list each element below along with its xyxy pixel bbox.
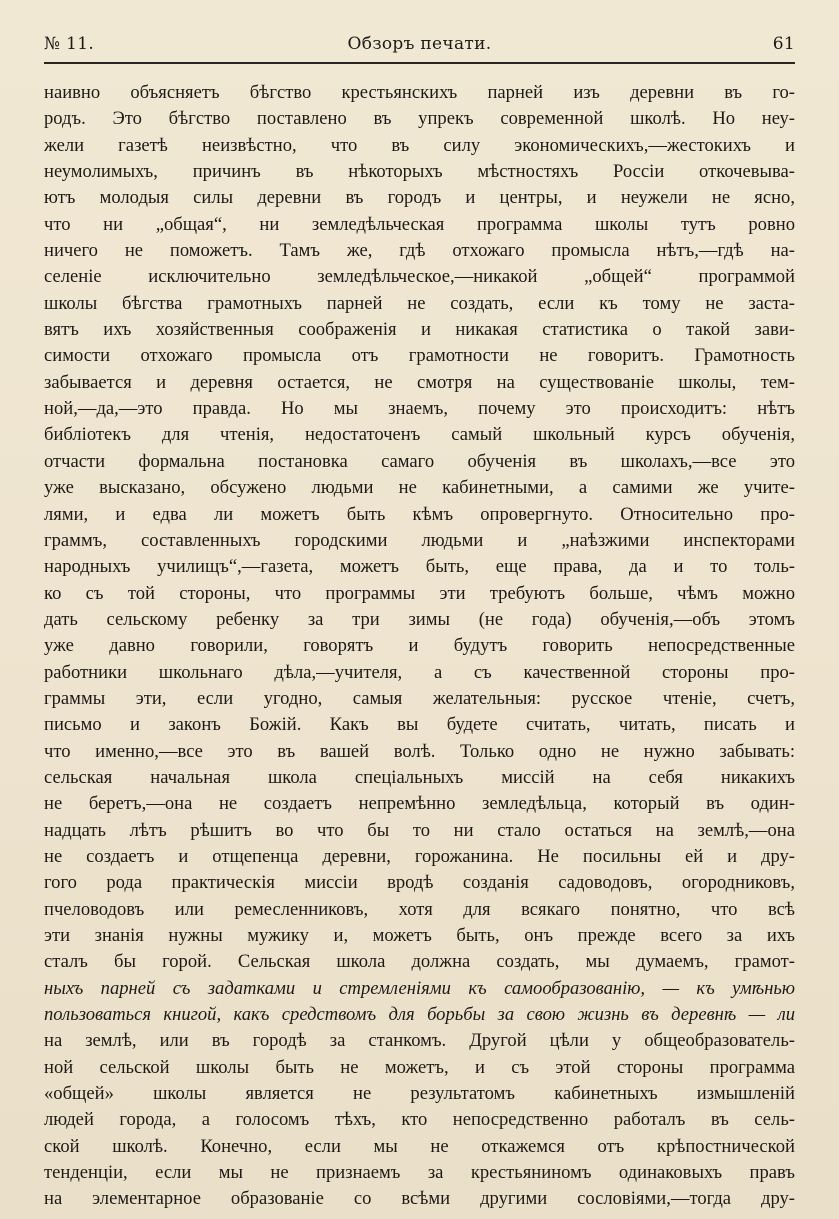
text-line: гого рода практическія миссіи вродѣ созданія садоводовъ, огородниковъ, xyxy=(44,872,795,894)
section-title: Обзоръ печати. xyxy=(347,34,492,54)
body-text xyxy=(44,80,795,1213)
text-line: тенденціи, если мы не признаемъ за крестьяниномъ одинаковыхъ правъ xyxy=(44,1162,795,1184)
text-line: неумолимыхъ, причинъ въ нѣкоторыхъ мѣстностяхъ Россіи откочевыва- xyxy=(44,161,795,183)
running-header xyxy=(44,34,795,62)
text-line: сталъ бы горой. Сельская школа должна создать, мы думаемъ, грамот- xyxy=(44,951,795,973)
text-line: наивно объясняетъ бѣгство крестьянскихъ парней изъ деревни въ го- xyxy=(44,82,795,103)
text-line: школы бѣгства грамотныхъ парней не создать, если къ тому не заста- xyxy=(44,292,795,314)
text-line: письмо и законъ Божій. Какъ вы будете считать, читать, писать и xyxy=(44,714,795,736)
text-line: ной,—да,—это правда. Но мы знаемъ, почему это происходитъ: нѣтъ xyxy=(44,398,795,420)
text-line: уже давно говорили, говорятъ и будутъ говорить непосредственные xyxy=(44,635,795,657)
text-line italic-line: пользоваться книгой, какъ средствомъ для борьбы за свою жизнь въ деревнѣ — ли xyxy=(44,1004,795,1026)
text-line: ничего не поможетъ. Тамъ же, гдѣ отхожаго промысла нѣтъ,—гдѣ на- xyxy=(44,240,795,262)
text-line: работники школьнаго дѣла,—учителя, а съ качественной стороны про- xyxy=(44,661,795,683)
text-line: граммы эти, если угодно, самыя желательныя: русское чтеніе, счетъ, xyxy=(44,687,795,709)
page-number: 61 xyxy=(772,34,795,54)
text-line: ной сельской школы быть не можетъ, и съ этой стороны программа xyxy=(44,1056,795,1078)
text-line italic-line: ныхъ парней съ задатками и стремленіями къ самообразованію, — къ умѣнью xyxy=(44,977,795,999)
text-line: библіотекъ для чтенія, недостаточенъ самый школьный курсъ обученія, xyxy=(44,424,795,446)
header-rule xyxy=(44,62,795,64)
text-line: отчасти формальна постановка самаго обученія въ школахъ,—все это xyxy=(44,450,795,472)
text-line: вятъ ихъ хозяйственныя соображенія и никакая статистика о такой зави- xyxy=(44,319,795,341)
text-line: ской школѣ. Конечно, если мы не откажемся отъ крѣпостнической xyxy=(44,1135,795,1157)
text-line: уже высказано, обсужено людьми не кабинетными, а самими же учите- xyxy=(44,477,795,499)
text-line: людей города, а голосомъ тѣхъ, кто непосредственно работалъ въ сель- xyxy=(44,1109,795,1131)
text-line: что именно,—все это въ вашей волѣ. Только одно не нужно забывать: xyxy=(44,740,795,762)
text-line: забывается и деревня остается, не смотря на существованіе школы, тем- xyxy=(44,371,795,393)
text-line: надцать лѣтъ рѣшитъ во что бы то ни стало остаться на землѣ,—она xyxy=(44,819,795,841)
text-line: не создаетъ и отщепенца деревни, горожанина. Не посильны ей и дру- xyxy=(44,845,795,867)
text-line: «общей» школы является не результатомъ кабинетныхъ измышленій xyxy=(44,1083,795,1105)
text-line: сельская начальная школа спеціальныхъ миссій на себя никакихъ xyxy=(44,766,795,788)
text-line: пчеловодовъ или ремесленниковъ, хотя для всякаго понятно, что всѣ xyxy=(44,898,795,920)
text-line: ютъ молодыя силы деревни въ городъ и центры, и неужели не ясно, xyxy=(44,187,795,209)
text-line: не беретъ,—она не создаетъ непремѣнно земледѣльца, который въ один- xyxy=(44,793,795,815)
text-line: на элементарное образованіе со всѣми другими сословіями,—тогда дру- xyxy=(44,1188,795,1210)
text-line: лями, и едва ли можетъ быть кѣмъ опровергнуто. Относительно про- xyxy=(44,503,795,525)
text-line: эти знанія нужны мужику и, можетъ быть, онъ прежде всего за ихъ xyxy=(44,925,795,946)
text-line: народныхъ училищъ“,—газета, можетъ быть, еще права, да и то толь- xyxy=(44,556,795,578)
text-line: родъ. Это бѣгство поставлено въ упрекъ современной школѣ. Но неу- xyxy=(44,108,795,130)
text-line: ко съ той стороны, что программы эти требуютъ больше, чѣмъ можно xyxy=(44,582,795,604)
text-line: селеніе исключительно земледѣльческое,—никакой „общей“ программой xyxy=(44,266,795,288)
text-line: дать сельскому ребенку за три зимы (не года) обученія,—объ этомъ xyxy=(44,608,795,630)
text-line: симости отхожаго промысла отъ грамотности не говоритъ. Грамотность xyxy=(44,345,795,367)
text-line: граммъ, составленныхъ городскими людьми и „наѣзжими инспекторами xyxy=(44,529,795,551)
text-line: что ни „общая“, ни земледѣльческая программа школы тутъ ровно xyxy=(44,213,795,235)
text-line: жели газетѣ неизвѣстно, что въ силу экономическихъ,—жестокихъ и xyxy=(44,134,795,156)
text-line: на землѣ, или въ городѣ за станкомъ. Другой цѣли у общеобразователь- xyxy=(44,1030,795,1052)
issue-number: № 11. xyxy=(44,34,95,54)
